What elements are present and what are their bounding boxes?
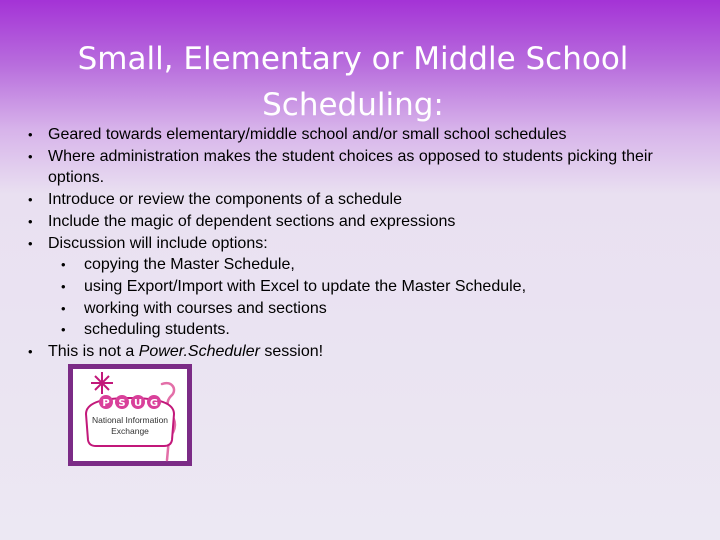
bullet-item xyxy=(26,341,706,363)
bullet-dot: • xyxy=(61,278,66,294)
bullet-dot: • xyxy=(61,300,66,316)
bullet-dot: • xyxy=(28,235,33,251)
bullet-item xyxy=(26,233,706,255)
bullet-text: working with courses and sections xyxy=(84,299,327,317)
bullet-dot: • xyxy=(28,127,33,142)
bullet-item xyxy=(26,189,706,211)
bullet-item xyxy=(26,124,706,146)
bullet-dot: • xyxy=(28,148,33,164)
logo-text-line2: Exchange xyxy=(111,426,149,436)
sub-bullet-item xyxy=(26,298,706,320)
logo-letter: G xyxy=(149,398,159,409)
sub-bullet-item xyxy=(26,254,706,276)
bullet-item xyxy=(26,211,706,233)
bullet-text: using Export/Import with Excel to update the Master Schedule, xyxy=(84,277,527,295)
sub-bullet-item xyxy=(26,319,706,341)
bullet-list xyxy=(26,124,706,363)
bullet-text-prefix: This is not a xyxy=(48,343,139,361)
bullet-dot: • xyxy=(28,344,33,360)
bullet-text: Include the magic of dependent sections and expressions xyxy=(48,212,456,230)
psug-logo xyxy=(68,364,192,466)
bullet-item xyxy=(26,146,706,189)
slide-title: Small, Elementary or Middle School Scheduling: xyxy=(77,41,629,123)
bullet-text: Geared towards elementary/middle school and/or small school schedules xyxy=(48,126,567,143)
sub-bullet-item xyxy=(26,276,706,298)
bullet-dot: • xyxy=(61,257,66,273)
logo-letter: P xyxy=(102,398,110,409)
bullet-text: Introduce or review the components of a schedule xyxy=(48,191,402,209)
logo-letter: S xyxy=(118,398,126,409)
bullet-dot: • xyxy=(28,192,33,208)
logo-letter: U xyxy=(133,398,143,409)
bullet-dot: • xyxy=(61,322,66,338)
bullet-text-suffix: session! xyxy=(259,343,324,361)
psug-logo-graphic xyxy=(68,364,192,466)
bullet-text: Where administration makes the student choices as opposed to students picking their options. xyxy=(48,147,653,187)
bullet-text: scheduling students. xyxy=(84,321,230,339)
logo-text-line1: National Information xyxy=(91,415,169,425)
bullet-emphasis: Power.Scheduler xyxy=(138,343,260,361)
bullet-text: Discussion will include options: xyxy=(48,234,268,252)
bullet-text: copying the Master Schedule, xyxy=(84,256,295,274)
bullet-dot: • xyxy=(28,213,33,229)
